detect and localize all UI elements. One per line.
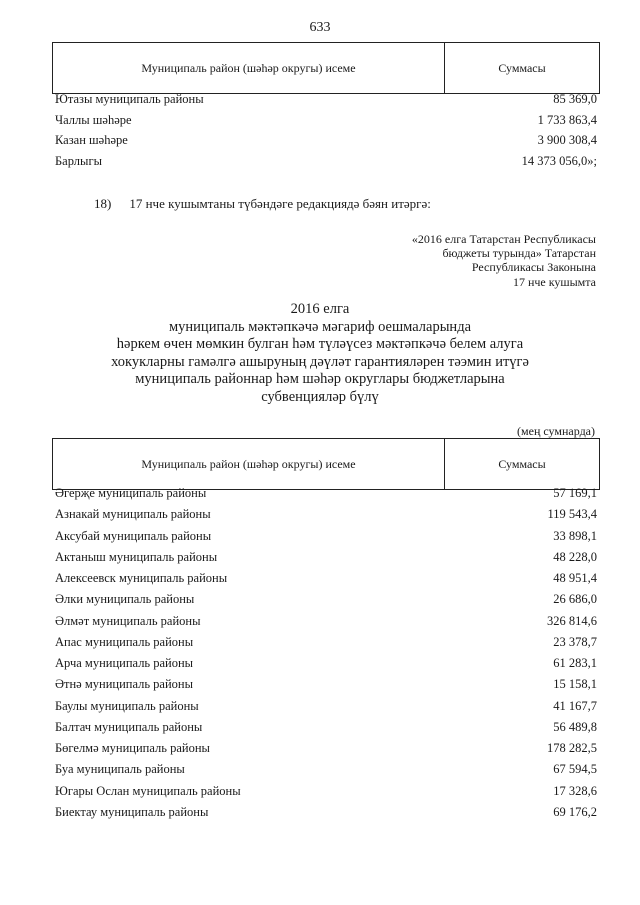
table1-body xyxy=(55,92,597,174)
table-row xyxy=(55,507,597,528)
reference-line: 17 нче кушымта xyxy=(512,274,596,289)
row-value: 69 176,2 xyxy=(553,804,597,819)
table-row xyxy=(55,784,597,805)
item-18 xyxy=(94,196,431,212)
table-row xyxy=(55,592,597,613)
table-row xyxy=(55,635,597,656)
table-row xyxy=(55,529,597,550)
row-name: Азнакай муниципаль районы xyxy=(55,507,211,522)
item-18-text: 17 нче кушымтаны түбәндәге редакциядә бәян итәргә: xyxy=(129,196,431,211)
title-line: муниципаль районнар һәм шәһәр округлары бюджетларына xyxy=(135,371,505,388)
table-row xyxy=(55,805,597,826)
row-name: Бөгелмә муниципаль районы xyxy=(55,741,210,755)
page-number: 633 xyxy=(309,20,331,35)
table2-body xyxy=(55,486,597,826)
table-row xyxy=(55,113,597,134)
row-name: Югары Ослан муниципаль районы xyxy=(55,783,241,798)
table-row xyxy=(55,133,597,154)
table-row xyxy=(55,550,597,571)
row-value: 56 489,8 xyxy=(553,719,597,734)
row-name: Алексеевск муниципаль районы xyxy=(55,571,228,585)
row-value: 23 378,7 xyxy=(553,634,597,649)
row-name: Биектау муниципаль районы xyxy=(55,804,209,819)
row-value: 33 898,1 xyxy=(553,528,597,543)
table1-header xyxy=(52,42,600,94)
title-line: 2016 елга xyxy=(290,301,350,317)
row-value: 61 283,1 xyxy=(553,656,597,670)
reference-line: «2016 елга Татарстан Республикасы xyxy=(411,232,596,246)
row-value: 48 228,0 xyxy=(553,549,597,564)
table-row xyxy=(55,720,597,741)
table-row xyxy=(55,677,597,698)
table-row xyxy=(55,656,597,677)
row-value: 85 369,0 xyxy=(553,92,597,106)
title-line: муниципаль мәктәпкәчә мәгариф оешмаларында xyxy=(168,318,472,335)
row-name: Актаныш муниципаль районы xyxy=(55,549,218,564)
row-name: Балтач муниципаль районы xyxy=(55,719,203,734)
row-value: 26 686,0 xyxy=(553,592,597,607)
row-name: Барлыгы xyxy=(55,153,102,168)
table-row xyxy=(55,614,597,635)
row-name: Әлмәт муниципаль районы xyxy=(55,613,201,628)
row-name: Әлки муниципаль районы xyxy=(55,592,195,607)
row-value: 1 733 863,4 xyxy=(537,112,597,127)
reference-line: бюджеты турында» Татарстан xyxy=(442,246,596,261)
table-row xyxy=(55,571,597,592)
row-name: Арча муниципаль районы xyxy=(55,656,194,670)
table-row xyxy=(55,486,597,507)
table-row xyxy=(55,762,597,783)
row-name: Әгерҗе муниципаль районы xyxy=(55,486,207,500)
table1-header-name: Муниципаль район (шәһәр округы) исеме xyxy=(53,43,445,93)
table2-header xyxy=(52,438,600,490)
row-name: Ютазы муниципаль районы xyxy=(55,92,204,106)
row-name: Чаллы шәһәре xyxy=(55,112,132,127)
row-name: Баулы муниципаль районы xyxy=(55,698,199,713)
row-value: 48 951,4 xyxy=(553,571,597,585)
row-value: 67 594,5 xyxy=(553,762,597,777)
units-label: (мең сумнарда) xyxy=(517,424,595,438)
title-line: хокукларны гамәлгә ашыруның дәүләт гарантияләрен тәэмин итүгә xyxy=(111,353,529,370)
document-title xyxy=(0,301,640,407)
table-row xyxy=(55,92,597,113)
row-value: 15 158,1 xyxy=(553,677,597,692)
row-value: 326 814,6 xyxy=(547,613,597,628)
title-line: субвенцияләр бүлү xyxy=(261,388,379,405)
row-name: Апас муниципаль районы xyxy=(55,634,194,649)
reference-line: Республикасы Законына xyxy=(471,260,596,275)
row-name: Буа муниципаль районы xyxy=(55,762,185,777)
table-row xyxy=(55,741,597,762)
row-name: Аксубай муниципаль районы xyxy=(55,528,212,543)
table-row-total xyxy=(55,154,597,175)
row-value: 119 543,4 xyxy=(547,507,597,522)
row-value: 57 169,1 xyxy=(553,486,597,500)
row-value: 14 373 056,0»; xyxy=(521,153,597,168)
row-value: 3 900 308,4 xyxy=(537,133,597,147)
row-value: 178 282,5 xyxy=(547,741,597,755)
table2-header-sum: Суммасы xyxy=(498,456,546,471)
title-line: һәркем өчен мөмкин булган һәм түләүсез мәктәпкәчә белем алуга xyxy=(116,336,524,353)
appendix-reference xyxy=(366,232,596,289)
table1-header-sum: Суммасы xyxy=(498,60,546,75)
table2-header-name: Муниципаль район (шәһәр округы) исеме xyxy=(53,439,445,489)
row-value: 17 328,6 xyxy=(553,783,597,798)
table-row xyxy=(55,699,597,720)
item-18-number: 18) xyxy=(94,196,112,211)
row-value: 41 167,7 xyxy=(553,698,597,713)
row-name: Казан шәһәре xyxy=(55,133,128,147)
row-name: Әтнә муниципаль районы xyxy=(55,677,194,692)
